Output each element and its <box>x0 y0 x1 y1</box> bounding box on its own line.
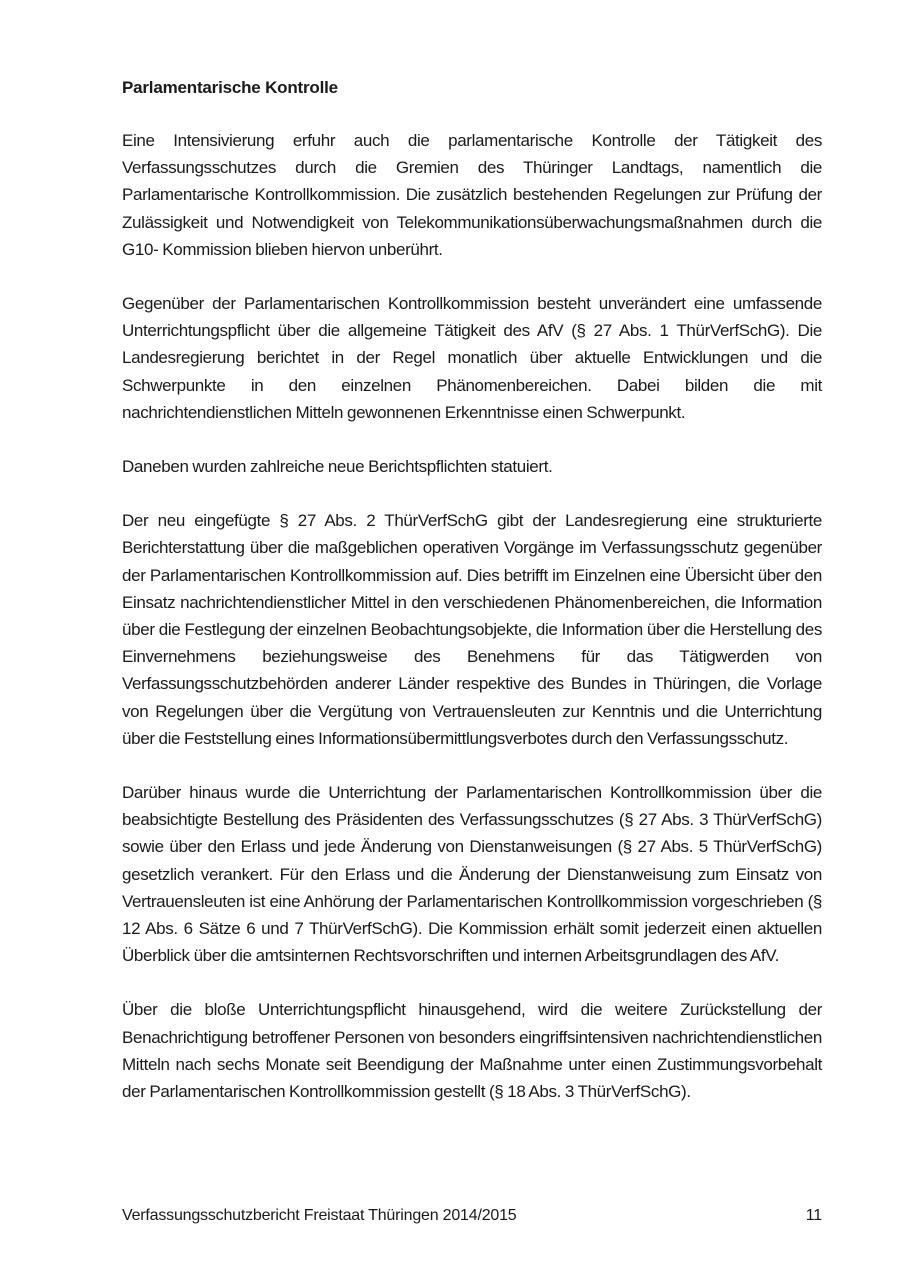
paragraph-berichtspflichten: Daneben wurden zahlreiche neue Berichtspflichten statuiert. <box>122 457 553 477</box>
paragraph-zustimmungsvorbehalt: Über die bloße Unterrichtungspflicht hinausgehend, wird die weitere Zurückstellung der Benachrichtigung betroffener Personen von besonders eingriffsintensiven nachrichtendienstlichen Mitteln nach sechs Monate seit Beendigung der Maßnahme unter einen Zustimmungsvorbehalt der Parlamentarischen Kontrollkommission gestellt (§ 18 Abs. 3 ThürVerfSchG). <box>122 1000 822 1102</box>
page-footer <box>122 1204 822 1228</box>
document-body <box>122 74 822 1132</box>
footer-publication-title: Verfassungsschutzbericht Freistaat Thüringen 2014/2015 <box>122 1207 517 1224</box>
paragraph-darueber-hinaus: Darüber hinaus wurde die Unterrichtung der Parlamentarischen Kontrollkommission über die beabsichtigte Bestellung des Präsidenten des Verfassungsschutzes (§ 27 Abs. 3 ThürVerfSchG) sowie über den Erlass und jede Änderung von Dienstanweisungen (§ 27 Abs. 5 ThürVerfSchG) gesetzlich verankert. Für den Erlass und die Änderung der Dienstanweisung zum Einsatz von Vertrauensleuten ist eine Anhörung der Parlamentarischen Kontrollkommission vorgeschrieben (§ 12 Abs. 6 Sätze 6 und 7 ThürVerfSchG). Die Kommission erhält somit jederzeit einen aktuellen Überblick über die amtsinternen Rechtsvorschriften und internen Arbeitsgrundlagen des AfV. <box>122 783 822 966</box>
paragraph-intensivierung: Eine Intensivierung erfuhr auch die parlamentarische Kontrolle der Tätigkeit des Verfassungsschutzes durch die Gremien des Thüringer Landtags, namentlich die Parlamentarische Kontrollkommission. Die zusätzlich bestehenden Regelungen zur Prüfung der Zulässigkeit und Notwendigkeit von Telekommunikationsüberwachungsmaßnahmen durch die G10- Kommission blieben hiervon unberührt. <box>122 131 822 259</box>
paragraph-unterrichtungspflicht: Gegenüber der Parlamentarischen Kontrollkommission besteht unverändert eine umfassende Unterrichtungspflicht über die allgemeine Tätigkeit des AfV (§ 27 Abs. 1 ThürVerfSchG). Die Landesregierung berichtet in der Regel monatlich über aktuelle Entwicklungen und die Schwerpunkte in den einzelnen Phänomenbereichen. Dabei bilden die mit nachrichtendienstlichen Mitteln gewonnenen Erkenntnisse einen Schwerpunkt. <box>122 294 822 422</box>
paragraph-paragraph-27-abs-2: Der neu eingefügte § 27 Abs. 2 ThürVerfSchG gibt der Landesregierung eine strukturierte Berichterstattung über die maßgeblichen operativen Vorgänge im Verfassungsschutz gegenüber der Parlamentarischen Kontrollkommission auf. Dies betrifft im Einzelnen eine Übersicht über den Einsatz nachrichtendienstlicher Mittel in den verschiedenen Phänomenbereichen, die Information über die Festlegung der einzelnen Beobachtungsobjekte, die Information über die Herstellung des Einvernehmens beziehungsweise des Benehmens für das Tätigwerden von Verfassungsschutzbehörden anderer Länder respektive des Bundes in Thüringen, die Vorlage von Regelungen über die Vergütung von Vertrauensleuten zur Kenntnis und die Unterrichtung über die Feststellung eines Informationsübermittlungsverbotes durch den Verfassungsschutz. <box>122 511 822 748</box>
section-heading: Parlamentarische Kontrolle <box>122 78 338 97</box>
page-number: 11 <box>805 1207 822 1224</box>
